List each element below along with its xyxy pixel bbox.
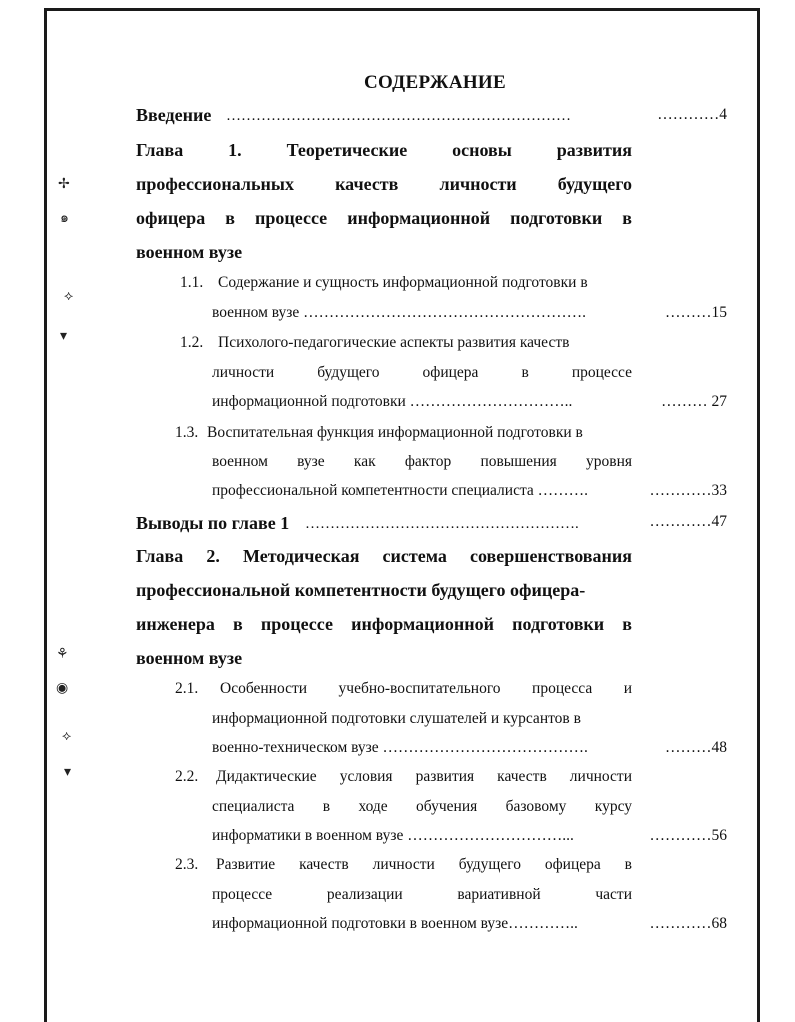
entry-label: Введение (136, 105, 212, 125)
section-line (175, 424, 635, 448)
section-number: 1.1. (180, 274, 204, 291)
scan-mark: ▾ (60, 329, 68, 344)
section-text: Воспитательная функция информационной подготовки в (207, 424, 583, 441)
scan-mark: ▾ (64, 765, 72, 780)
section-line: Развитие качеств личности будущего офицера в (216, 856, 632, 873)
scan-mark: ⟡ (62, 729, 72, 744)
section-line: Особенности учебно-воспитательного процесса и (220, 680, 632, 697)
page-border-top (44, 8, 760, 11)
chapter-heading-line: Глава 2. Методическая система совершенствования (136, 546, 632, 566)
page-border-right (757, 8, 760, 1022)
section-last-line: профессиональной компетентности специалиста ………. (212, 482, 589, 499)
section-last-line: информатики в военном вузе …………………………... (212, 827, 574, 844)
section-number: 2.2. (175, 768, 199, 785)
chapter-heading-line: военном вузе (136, 648, 243, 668)
chapter-heading-line: инженера в процессе информационной подготовки в (136, 614, 632, 634)
page-border-left (44, 8, 47, 1022)
section-last-line: информационной подготовки в военном вузе………….. (212, 915, 578, 932)
scan-mark: ๑ (60, 211, 69, 226)
section-number: 2.3. (175, 856, 199, 873)
section-last-line: информационной подготовки ………………………….. (212, 393, 573, 410)
scan-mark: ✢ (58, 177, 70, 192)
section-line: специалиста в ходе обучения базовому курсу (212, 798, 632, 815)
chapter-heading-line: профессиональной компетентности будущего офицера- (136, 580, 586, 600)
section-number: 1.3. (175, 424, 199, 441)
page-number: ………48 (665, 739, 727, 756)
section-line: процессе реализации вариативной части (212, 886, 632, 903)
section-line (180, 274, 634, 298)
section-line (180, 334, 634, 358)
page-number: …………56 (649, 827, 727, 844)
scan-mark: ◉ (56, 681, 69, 696)
chapter-heading-line: профессиональных качеств личности будущего (136, 174, 632, 194)
section-line: Дидактические условия развития качеств личности (216, 768, 632, 785)
entry-label: Выводы по главе 1 (136, 513, 290, 533)
page-number: …………33 (649, 482, 727, 499)
section-text: Психолого-педагогические аспекты развития качеств (218, 334, 570, 351)
page-number: ………15 (665, 304, 727, 321)
section-text: Содержание и сущность информационной подготовки в (218, 274, 588, 291)
page-number: …………68 (649, 915, 727, 932)
chapter-heading-line: Глава 1. Теоретические основы развития (136, 140, 632, 160)
dot-leader: ………………………………………………. (305, 516, 579, 532)
section-line: личности будущего офицера в процессе (212, 364, 632, 381)
scan-mark: ⚘ (56, 647, 69, 662)
section-last-line: военном вузе ………………………………………………. (212, 304, 587, 321)
section-last-line: военно-техническом вузе …………………………………. (212, 739, 588, 756)
section-line: военном вузе как фактор повышения уровня (212, 453, 632, 470)
page-number: ……… 27 (661, 393, 727, 410)
scan-mark: ⟡ (64, 289, 74, 304)
dot-leader: …………………………………………………………… (226, 108, 571, 124)
page-number: …………47 (649, 513, 727, 530)
section-line: информационной подготовки слушателей и курсантов в (212, 710, 581, 727)
section-number: 1.2. (180, 334, 204, 351)
section-number: 2.1. (175, 680, 199, 697)
page-number: …………4 (657, 106, 727, 123)
chapter-heading-line: офицера в процессе информационной подготовки в (136, 208, 632, 228)
chapter-heading-line: военном вузе (136, 242, 243, 262)
page-title: СОДЕРЖАНИЕ (364, 72, 506, 93)
